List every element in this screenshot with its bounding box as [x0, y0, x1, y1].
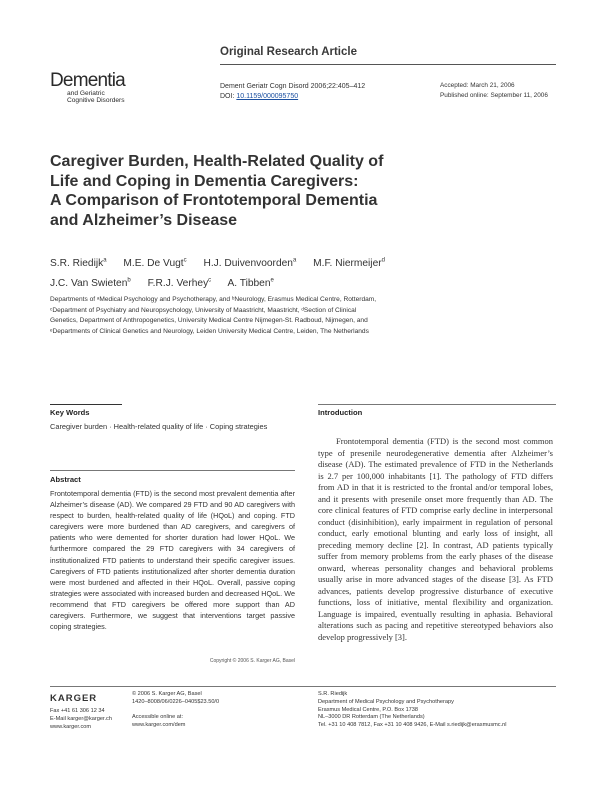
- affiliation-line: Departments of ᵃMedical Psychology and Psychotherapy, and ᵇNeurology, Erasmus Medical Centre, Rotterdam,: [50, 296, 377, 303]
- citation-block: [220, 82, 365, 102]
- publisher-fax: Fax +41 61 306 12 34: [50, 708, 105, 714]
- corr-name: S.R. Riedijk: [318, 691, 348, 697]
- abstract-text: Frontotemporal dementia (FTD) is the second most prevalent dementia after Alzheimer’s disease (AD). We compared 29 FTD and 90 AD caregivers with respect to burden, health-related quality of life (HQoL) and coping. FTD caregivers were more burdened than AD caregivers, and caregivers of patients who were demented for shorter duration had lower HQoL. We furthermore compared the 29 FTD caregivers with 34 caregivers of institutionalized FTD patients to understand their specific caregiver issues. Caregivers of FTD patients institutionalized after shorter dementia duration were most burdened and affected in their HQoL. Overall, passive coping strategies were associated with increased burden and decreased HQoL. We recommend that FTD caregivers be offered more support than AD caregivers. Furthermore, we suggest that interventions target passive coping strategies.: [50, 489, 295, 632]
- journal-sub-1: and Geriatric: [67, 90, 105, 97]
- intro-text: Frontotemporal dementia (FTD) is the second most common type of presenile neurodegenerative dementia after Alzheimer’s disease (AD). The estimated prevalence of FTD in the Netherlands is 2.7 per 100,000 inhabitants [1]. The pathology of FTD differs from AD in that it is restricted to the frontal and/or temporal lobes, and it presents with presenile onset more frequently than AD. The core clinical features of FTD comprise early decline in interpersonal conduct (disinhibition), early impairment in regulation of personal conduct, early emotional blunting and early loss of insight, all preceding memory decline [2]. In contrast, AD patients typically suffer from memory problems from the early phases of the disease onward, whereas personality changes and behavioral problems usually arise in more advanced stages of the disease [3]. As FTD advances, patients develop progressive disturbance of executive functions, loss of initiative, mental flexibility and organization. Language is impaired, eventually resulting in aphasia. Behavioral alterations such as pacing and repetitive stereotyped behaviors also develop progressively [3].: [318, 436, 553, 642]
- corr-inst: Erasmus Medical Centre, P.O. Box 1738: [318, 706, 419, 713]
- citation: Dement Geriatr Cogn Disord 2006;22:405–412: [220, 83, 366, 90]
- doi-link[interactable]: 10.1159/000095750: [236, 93, 299, 100]
- footer-access-label: Accessible online at:: [132, 714, 183, 721]
- authors: [50, 253, 450, 292]
- footer-access-link[interactable]: www.karger.com/dem: [132, 722, 186, 729]
- publisher-logo: KARGER: [50, 693, 98, 704]
- accepted-date: Accepted: March 21, 2006: [440, 82, 515, 89]
- affiliation-line: ᵉDepartments of Clinical Genetics and Neurology, Leiden University Medical Centre, Leiden, The Netherlands: [50, 328, 369, 336]
- journal-name: Dementia: [50, 70, 125, 91]
- author: S.R. Riedijk$^a$: [50, 258, 107, 270]
- footer-rule: [50, 686, 556, 687]
- publisher-contact: [50, 708, 112, 731]
- abstract-copyright: Copyright © 2006 S. Karger AG, Basel: [209, 658, 295, 664]
- publisher-email: E-Mail karger@karger.ch: [50, 715, 112, 722]
- correspondence: [318, 691, 507, 730]
- header-rule: [220, 64, 556, 65]
- keywords-text: Caregiver burden · Health-related quality of life · Coping strategies: [50, 422, 268, 431]
- intro-heading: Introduction: [318, 408, 363, 417]
- keywords-heading: Key Words: [50, 408, 90, 417]
- article-title: [50, 152, 450, 230]
- title-line-1: Caregiver Burden, Health-Related Quality of: [50, 153, 384, 170]
- title-line-3: A Comparison of Frontotemporal Dementia: [50, 192, 378, 209]
- author: F.R.J. Verhey$^c$: [147, 277, 212, 289]
- affiliations: [50, 295, 470, 338]
- keywords-rule: [50, 404, 122, 405]
- footer-issn: 1420–8008/06/0226–0405$23.50/0: [132, 698, 220, 705]
- affiliation-line: ᶜDepartment of Psychiatry and Neuropsychology, University of Maastricht, Maastricht, ᵈSection of Clinical: [50, 306, 357, 314]
- footer-copyright: © 2006 S. Karger AG, Basel: [132, 691, 202, 697]
- journal-sub-2: Cognitive Disorders: [67, 97, 125, 104]
- journal-logo: [50, 72, 125, 104]
- author: J.C. Van Swieten$^b$: [50, 277, 131, 289]
- corr-city: NL–3000 DR Rotterdam (The Netherlands): [318, 714, 425, 721]
- doi-label: DOI:: [220, 93, 237, 100]
- author: H.J. Duivenvoorden$^a$: [203, 258, 297, 270]
- affiliation-line: Genetics, Department of Anthropogenetics, University Medical Centre Nijmegen-St. Radboud, Nijmegen, and: [50, 317, 368, 325]
- abstract-heading: Abstract: [50, 475, 81, 484]
- author: M.F. Niermeijer$^d$: [313, 258, 385, 270]
- dates-block: [440, 81, 548, 100]
- published-date: Published online: September 11, 2006: [440, 91, 548, 99]
- corr-contact: Tel. +31 10 408 7812, Fax +31 10 408 9426, E-Mail s.riedijk@erasmusmc.nl: [318, 722, 507, 729]
- author: A. Tibben$^e$: [227, 277, 274, 289]
- abstract-rule: [50, 470, 295, 471]
- title-line-2: Life and Coping in Dementia Caregivers:: [50, 172, 359, 190]
- publication-info: [132, 691, 219, 730]
- article-type: Original Research Article: [220, 46, 357, 58]
- corr-dept: Department of Medical Psychology and Psychotherapy: [318, 698, 454, 705]
- author: M.E. De Vugt$^c$: [123, 258, 187, 270]
- publisher-web: www.karger.com: [50, 723, 92, 730]
- intro-rule: [318, 404, 556, 405]
- title-line-4: and Alzheimer’s Disease: [50, 211, 238, 229]
